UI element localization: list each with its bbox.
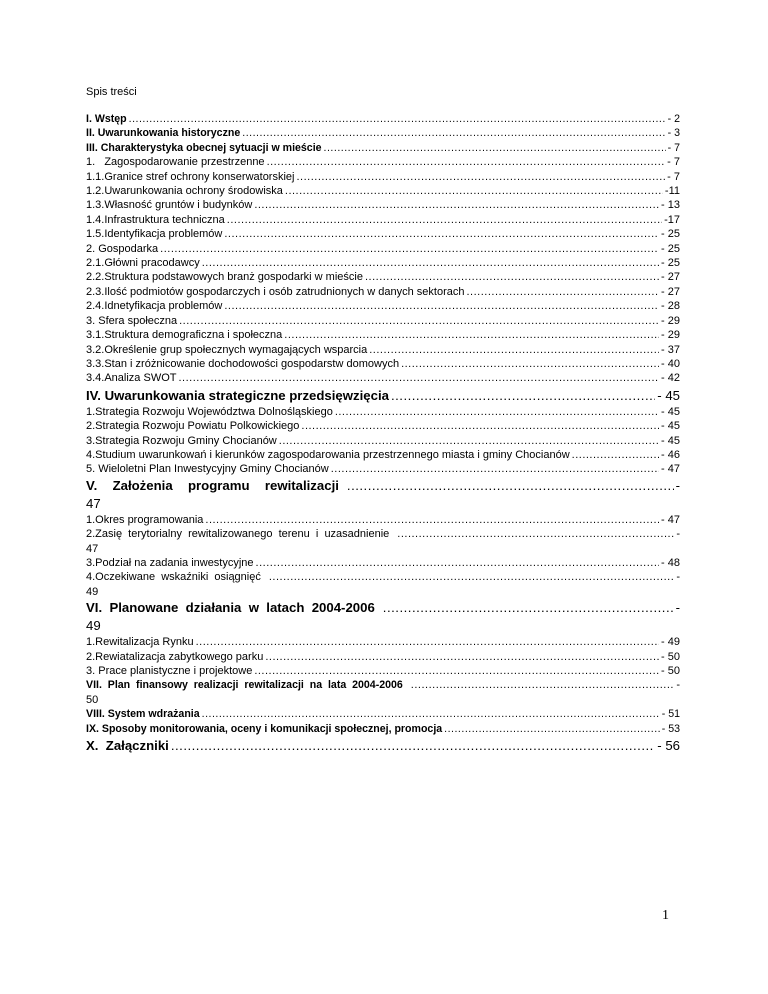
toc-entry-page: - 42: [661, 372, 680, 385]
toc-entry[interactable]: [86, 419, 680, 433]
toc-entry-page: - 28: [661, 300, 680, 313]
toc-entry-label: 3.2.Określenie grup społecznych wymagających wsparcia: [86, 343, 368, 356]
toc-entry[interactable]: [86, 371, 680, 385]
toc-entry-label: VII. Plan finansowy realizacji rewitalizacji na lata 2004-2006: [86, 679, 403, 692]
toc-entry-page: - 27: [661, 285, 680, 298]
toc-entry[interactable]: [86, 556, 680, 570]
toc-chapter-entry[interactable]: VI. Planowane działania w latach 2004-2006 ..... - 49: [86, 599, 680, 635]
toc-entry-label: 3.4.Analiza SWOT: [86, 372, 177, 385]
toc-entry[interactable]: [86, 227, 680, 241]
table-of-contents: [86, 112, 680, 755]
toc-entry-label: 3. Prace planistyczne i projektowe: [86, 665, 253, 677]
toc-entry-label: V. Założenia programu rewitalizacji: [86, 477, 339, 493]
toc-entry-label: 1.5.Identyfikacja problemów: [86, 228, 223, 241]
toc-entry-label: 3.3.Stan i zróżnicowanie dochodowości gospodarstw domowych: [86, 357, 400, 370]
toc-entry-label: 4.Oczekiwane wskaźniki osiągnięć: [86, 571, 261, 584]
toc-entry-label: 2. Gospodarka: [86, 242, 159, 255]
toc-entry-label: 1.3.Własność gruntów i budynków: [86, 199, 253, 212]
toc-entry[interactable]: 4.Oczekiwane wskaźniki osiągnięć ..... - 49: [86, 570, 680, 599]
toc-entry-label: 4.Studium uwarunkowań i kierunków zagospodarowania przestrzennego miasta i gminy Chocianów: [86, 448, 570, 461]
toc-entry-page: 49: [86, 585, 99, 598]
toc-entry-page: - 47: [661, 463, 680, 476]
toc-entry-page: - 7: [667, 141, 680, 154]
toc-entry-label: 1.Strategia Rozwoju Województwa Dolnośląskiego: [86, 405, 333, 418]
toc-entry-label: 1.2.Uwarunkowania ochrony środowiska: [86, 185, 283, 198]
toc-entry-label: 3.1.Struktura demograficzna i społeczna: [86, 329, 283, 342]
toc-entry-page: - 49: [661, 636, 680, 649]
toc-entry[interactable]: [86, 434, 680, 448]
toc-entry-label: 5. Wieloletni Plan Inwestycyjny Gminy Chocianów: [86, 463, 329, 476]
toc-entry-label: 2.2.Struktura podstawowych branż gospodarki w mieście: [86, 271, 363, 284]
page-number: 1: [662, 908, 669, 923]
toc-entry-page: - 46: [661, 448, 680, 461]
toc-title: Spis treści: [86, 86, 137, 98]
toc-entry-label: VIII. System wdrażania: [86, 708, 200, 721]
toc-entry[interactable]: [86, 343, 680, 357]
toc-entry[interactable]: [86, 707, 680, 721]
toc-entry-page: - 29: [661, 314, 680, 327]
toc-entry-label: 2.1.Główni pracodawcy: [86, 257, 200, 270]
toc-chapter-entry[interactable]: [86, 386, 680, 405]
toc-chapter-entry[interactable]: V. Założenia programu rewitalizacji ..... - 47: [86, 477, 680, 513]
toc-entry[interactable]: [86, 170, 680, 184]
toc-entry[interactable]: [86, 448, 680, 462]
toc-entry[interactable]: [86, 270, 680, 284]
toc-entry[interactable]: [86, 155, 680, 169]
toc-entry[interactable]: [86, 650, 680, 664]
toc-chapter-entry[interactable]: [86, 736, 680, 755]
toc-entry[interactable]: [86, 198, 680, 212]
toc-entry-label: 1.Rewitalizacja Rynku: [86, 636, 194, 649]
toc-entry[interactable]: 2.Zasię terytorialny rewitalizowanego terenu i uzasadnienie ..... - 47: [86, 527, 680, 556]
toc-entry[interactable]: [86, 664, 680, 678]
toc-entry-label: 2.3.Ilość podmiotów gospodarczych i osób zatrudnionych w danych sektorach: [86, 285, 465, 298]
toc-entry-label: IV. Uwarunkowania strategiczne przedsięwzięcia: [86, 387, 389, 403]
toc-entry-page: - 45: [661, 434, 680, 447]
toc-entry-label: 3. Sfera społeczna: [86, 314, 178, 327]
toc-entry[interactable]: [86, 314, 680, 328]
toc-entry-label: 1. Zagospodarowanie przestrzenne: [86, 156, 265, 169]
toc-entry-page: - 37: [661, 343, 680, 356]
toc-entry[interactable]: [86, 256, 680, 270]
toc-entry[interactable]: [86, 141, 680, 155]
toc-entry[interactable]: [86, 328, 680, 342]
toc-entry-page: - 7: [667, 156, 680, 169]
toc-entry-page: - 25: [661, 257, 680, 270]
toc-entry-page: 49: [86, 618, 101, 634]
toc-entry-label: 2.Zasię terytorialny rewitalizowanego terenu i uzasadnienie: [86, 528, 390, 541]
toc-entry[interactable]: VII. Plan finansowy realizacji rewitalizacji na lata 2004-2006 ..... - 50: [86, 678, 680, 707]
toc-entry-page: - 25: [661, 242, 680, 255]
toc-entry[interactable]: [86, 184, 680, 198]
toc-entry-page: - 47: [661, 513, 680, 526]
toc-entry-page: - 45: [661, 420, 680, 433]
toc-entry-page: - 7: [667, 170, 680, 183]
toc-entry-page: - 3: [667, 127, 680, 140]
toc-entry-page: - 56: [657, 738, 680, 754]
toc-entry-page: - 53: [661, 722, 680, 735]
toc-entry-page: -17: [664, 213, 680, 226]
toc-entry-label: 2.4.Idnetyfikacja problemów: [86, 300, 223, 313]
toc-entry-label: II. Uwarunkowania historyczne: [86, 127, 241, 140]
toc-entry-label: 1.1.Granice stref ochrony konserwatorskiej: [86, 170, 295, 183]
toc-entry-label: VI. Planowane działania w latach 2004-2006: [86, 600, 375, 616]
toc-entry[interactable]: [86, 285, 680, 299]
toc-entry[interactable]: [86, 112, 680, 126]
toc-entry-label: 2.Rewiatalizacja zabytkowego parku: [86, 650, 264, 663]
toc-entry-page: 47: [86, 495, 101, 511]
toc-entry[interactable]: [86, 126, 680, 140]
toc-entry-label: III. Charakterystyka obecnej sytuacji w mieście: [86, 141, 322, 154]
toc-entry-label: 3.Strategia Rozwoju Gminy Chocianów: [86, 434, 277, 447]
toc-entry-label: IX. Sposoby monitorowania, oceny i komunikacji społecznej, promocja: [86, 722, 443, 735]
toc-entry-page: - 29: [661, 329, 680, 342]
toc-entry-page: - 2: [667, 113, 680, 125]
toc-entry[interactable]: [86, 462, 680, 476]
toc-entry[interactable]: [86, 722, 680, 736]
toc-entry-page: 47: [86, 542, 99, 555]
toc-entry-page: - 27: [661, 271, 680, 284]
toc-entry-label: X. Załączniki: [86, 738, 169, 754]
toc-entry-page: - 45: [661, 405, 680, 418]
toc-entry-page: - 48: [661, 556, 680, 569]
toc-entry-page: - 50: [661, 665, 680, 677]
toc-entry-label: 2.Strategia Rozwoju Powiatu Polkowickiego: [86, 420, 300, 433]
toc-entry-page: - 50: [661, 650, 680, 663]
toc-entry-page: - 45: [657, 387, 680, 403]
toc-entry-page: - 40: [661, 357, 680, 370]
toc-entry-page: - 13: [661, 199, 680, 212]
toc-entry[interactable]: [86, 213, 680, 227]
toc-entry-page: - 51: [661, 708, 680, 721]
toc-entry[interactable]: [86, 405, 680, 419]
toc-entry[interactable]: [86, 635, 680, 649]
toc-entry-page: -11: [664, 185, 680, 198]
toc-entry-page: 50: [86, 693, 99, 706]
toc-entry-label: 1.Okres programowania: [86, 513, 204, 526]
toc-entry[interactable]: [86, 513, 680, 527]
toc-entry-label: I. Wstęp: [86, 113, 127, 125]
toc-entry-page: - 25: [661, 228, 680, 241]
toc-entry[interactable]: [86, 357, 680, 371]
toc-entry[interactable]: [86, 242, 680, 256]
toc-entry-label: 1.4.Infrastruktura techniczna: [86, 213, 225, 226]
toc-entry-label: 3.Podział na zadania inwestycyjne: [86, 556, 254, 569]
toc-entry[interactable]: [86, 299, 680, 313]
